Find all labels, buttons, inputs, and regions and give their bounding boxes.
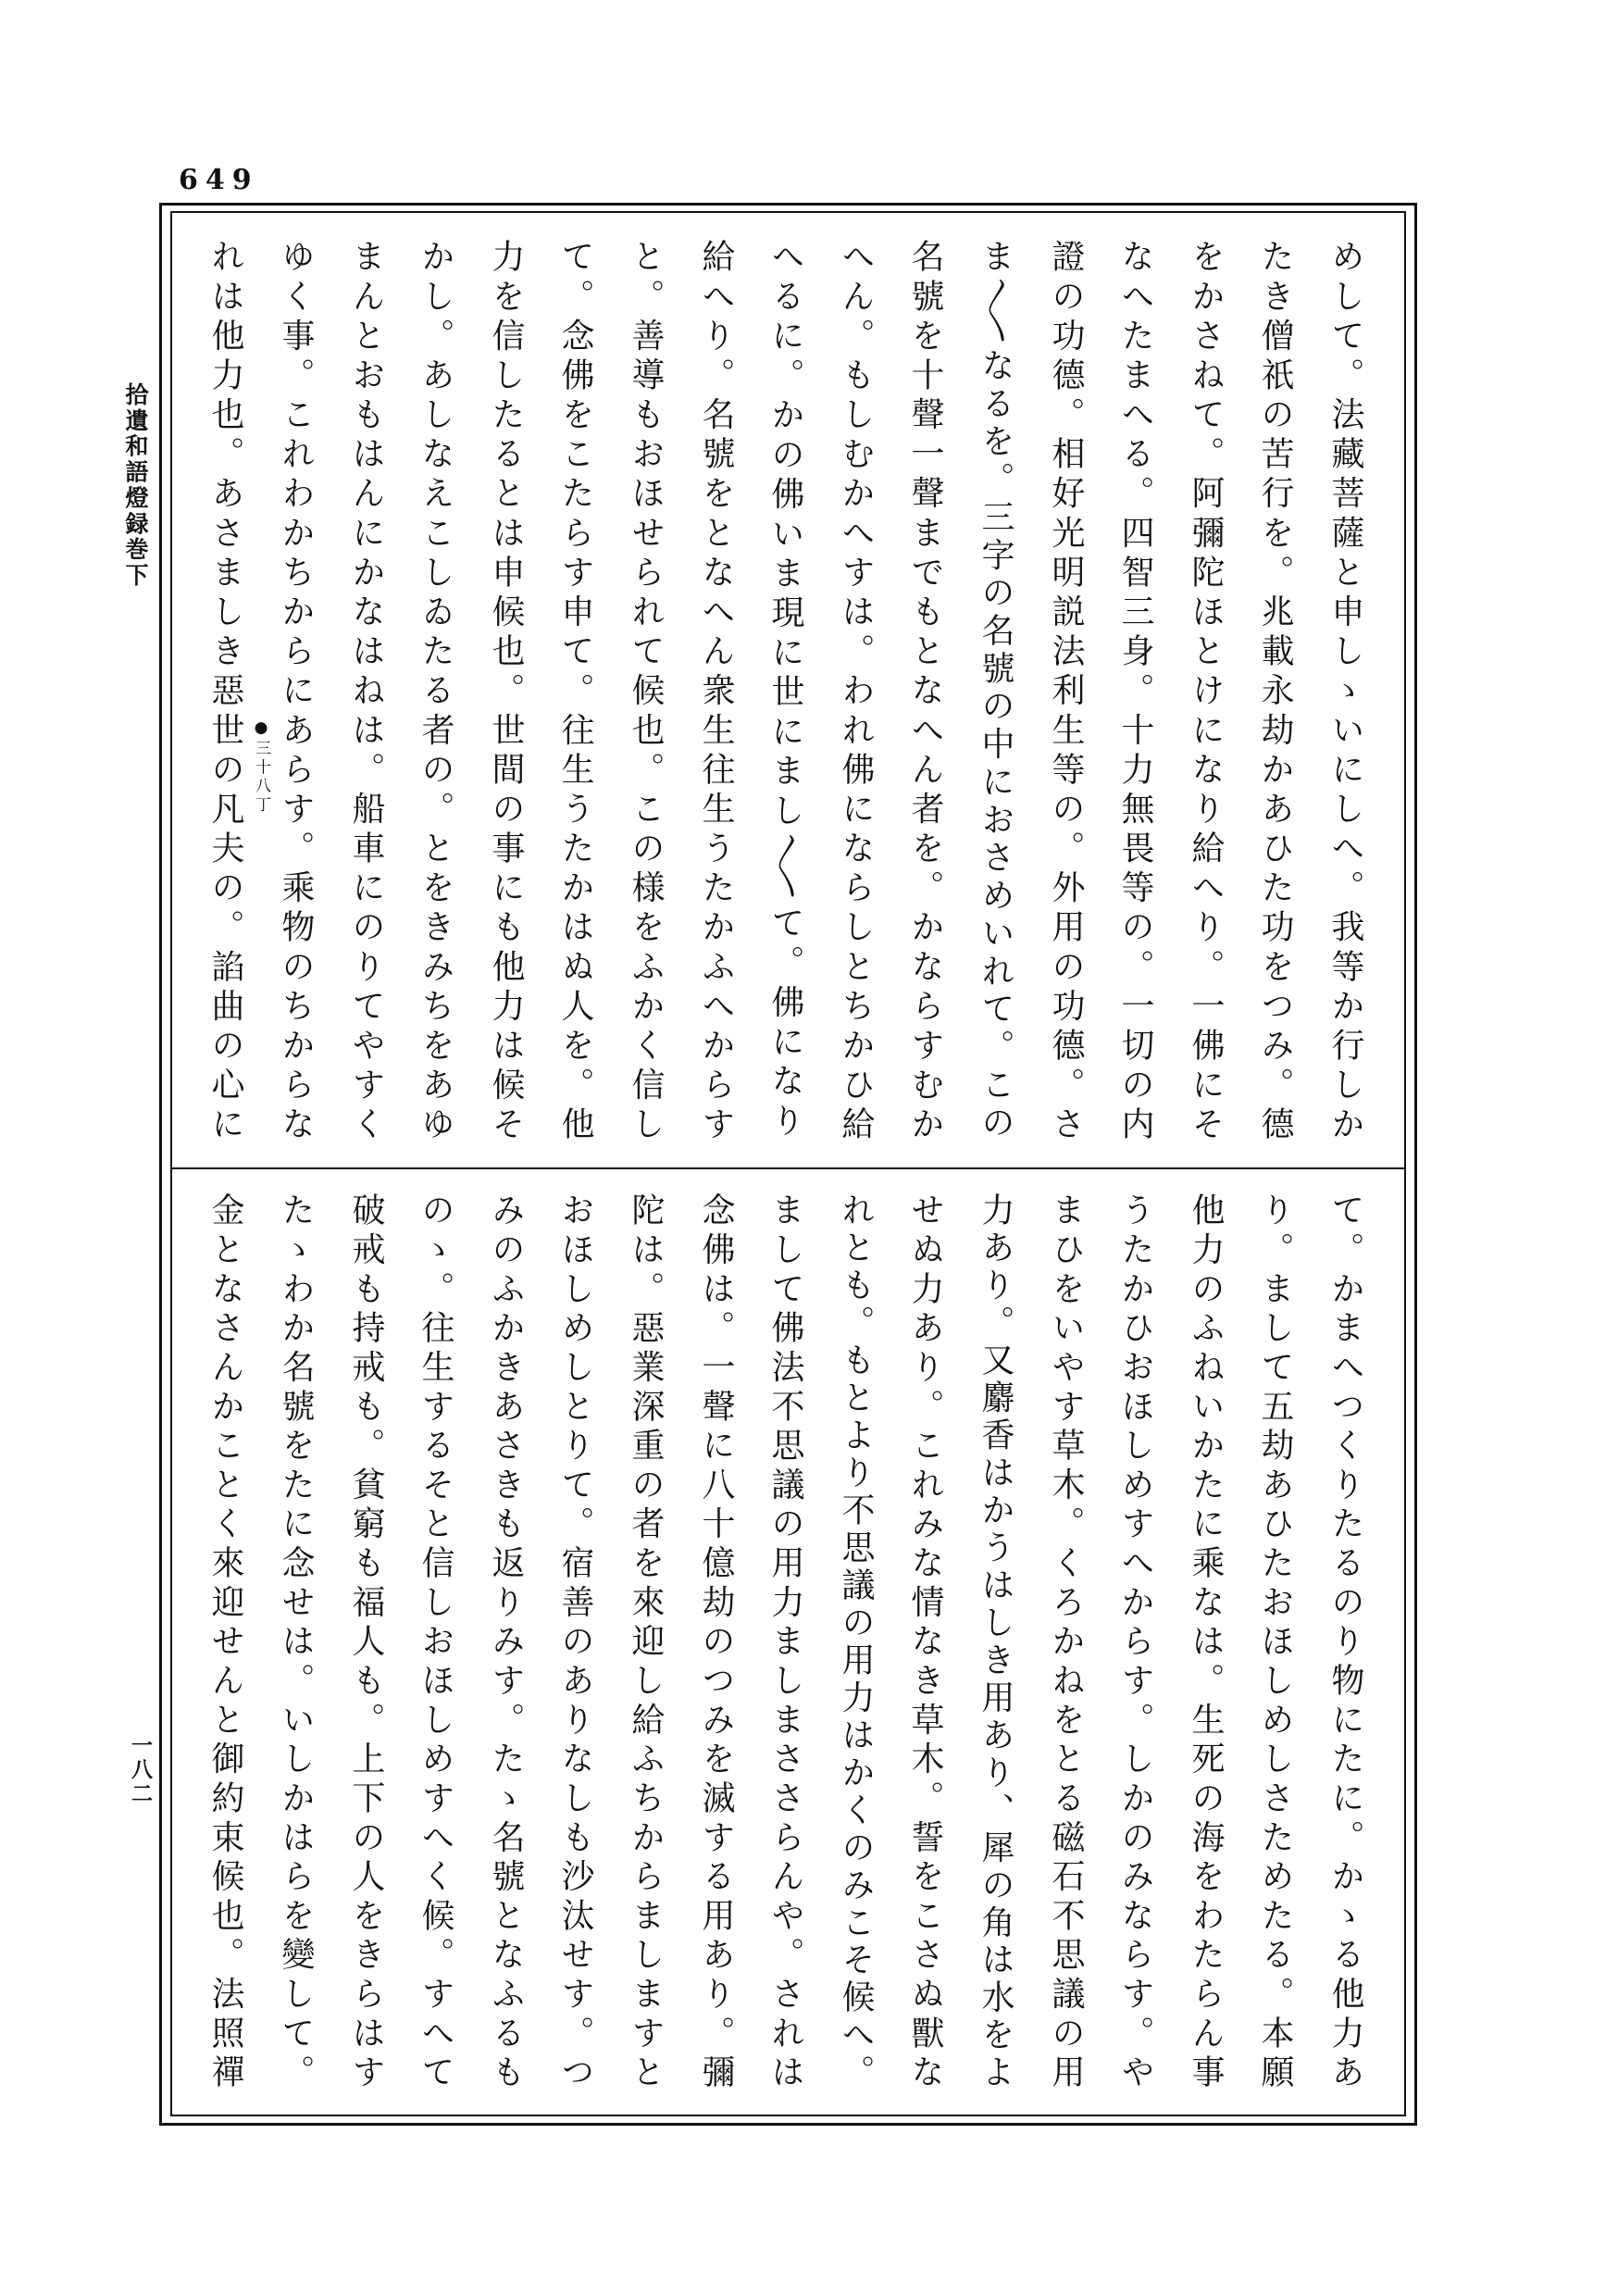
text-column: なへたまへる。四智三身。十力無畏等の。一切の内 bbox=[1116, 239, 1154, 1142]
text-column: て。念佛をこたらす申て。往生うたかはぬ人を。他 bbox=[556, 239, 594, 1142]
text-column: をかさねて。阿彌陀ほとけになり給へり。一佛にそ bbox=[1187, 239, 1225, 1142]
text-column: せぬ力あり。これみな情なき草木。誓をこさぬ獸な bbox=[906, 1192, 944, 2090]
text-column: り。まして五劫あひたおほしめしさためたる。本願 bbox=[1256, 1192, 1294, 2090]
text-column: 金となさんかことく來迎せんと御約束候也。法照禪 bbox=[206, 1192, 244, 2090]
text-column: かし。あしなえこしゐたる者の。とをきみちをあゆ bbox=[417, 239, 454, 1142]
text-column: 陀は。惡業深重の者を來迎し給ふちからましますと bbox=[627, 1192, 665, 2090]
text-column: て。かまへつくりたるのり物にたに。かゝる他力あ bbox=[1326, 1192, 1364, 2090]
text-column: ゆく事。これわかちからにあらす。乘物のちからな bbox=[277, 239, 315, 1142]
text-column: ま〳〵なるを。三字の名號の中におさめいれて。この bbox=[977, 239, 1014, 1142]
text-column: おほしめしとりて。宿善のありなしも沙汰せす。つ bbox=[556, 1192, 594, 2090]
text-column: れとも。もとより不思議の用力はかくのみこそ候へ。 bbox=[837, 1192, 875, 2090]
text-column: 證の功德。相好光明説法利生等の。外用の功德。さ bbox=[1047, 239, 1085, 1142]
running-title: 拾遺和語燈録巻下 bbox=[122, 382, 149, 588]
upper-text-block bbox=[0, 239, 1618, 1142]
block-divider bbox=[170, 1167, 1406, 1169]
text-column: めして。法藏菩薩と申しゝいにしへ。我等か行しか bbox=[1326, 239, 1364, 1142]
text-column: 念佛は。一聲に八十億劫のつみを滅する用あり。彌 bbox=[697, 1192, 735, 2090]
text-column: うたかひおほしめすへからす。しかのみならす。や bbox=[1116, 1192, 1154, 2090]
lower-text-block bbox=[0, 1192, 1618, 2090]
text-column: へるに。かの佛いま現に世にまし〳〵て。佛になり bbox=[766, 239, 804, 1142]
folio-number: 一八二 bbox=[128, 1734, 153, 1804]
text-column: たき僧祇の苦行を。兆載永劫かあひた功をつみ。德 bbox=[1256, 239, 1294, 1142]
text-column: まひをいやす草木。くろかねをとる磁石不思議の用 bbox=[1047, 1192, 1085, 2090]
text-column: みのふかきあさきも返りみす。たゝ名號となふるも bbox=[487, 1192, 525, 2090]
text-column: 破戒も持戒も。貧窮も福人も。上下の人をきらはす bbox=[347, 1192, 385, 2090]
text-column: 力を信したるとは申候也。世間の事にも他力は候そ bbox=[487, 239, 525, 1142]
text-column: 他力のふねいかたに乘なは。生死の海をわたらん事 bbox=[1187, 1192, 1225, 2090]
text-column: れは他力也。あさましき惡世の凡夫の。諂曲の心に bbox=[206, 239, 244, 1142]
text-column: のゝ。往生するそと信しおほしめすへく候。すへて bbox=[417, 1192, 454, 2090]
text-column: たゝわか名號をたに念せは。いしかはらを變して。 bbox=[277, 1192, 315, 2090]
text-column: 給へり。名號をとなへん衆生往生うたかふへからす bbox=[697, 239, 735, 1142]
text-column: 名號を十聲一聲までもとなへん者を。かならすむか bbox=[906, 239, 944, 1142]
text-column: まして佛法不思議の用力ましまささらんや。されは bbox=[766, 1192, 804, 2090]
margin-note: ●三十八丁 bbox=[252, 718, 270, 813]
page-number: 649 bbox=[179, 164, 259, 196]
text-column: まんとおもはんにかなはねは。船車にのりてやすく bbox=[347, 239, 385, 1142]
text-column: と。善導もおほせられて候也。この様をふかく信し bbox=[627, 239, 665, 1142]
text-column: へん。もしむかへすは。われ佛にならしとちかひ給 bbox=[837, 239, 875, 1142]
text-column: 力あり。又麝香はかうはしき用あり、犀の角は水をよ bbox=[977, 1192, 1014, 2090]
